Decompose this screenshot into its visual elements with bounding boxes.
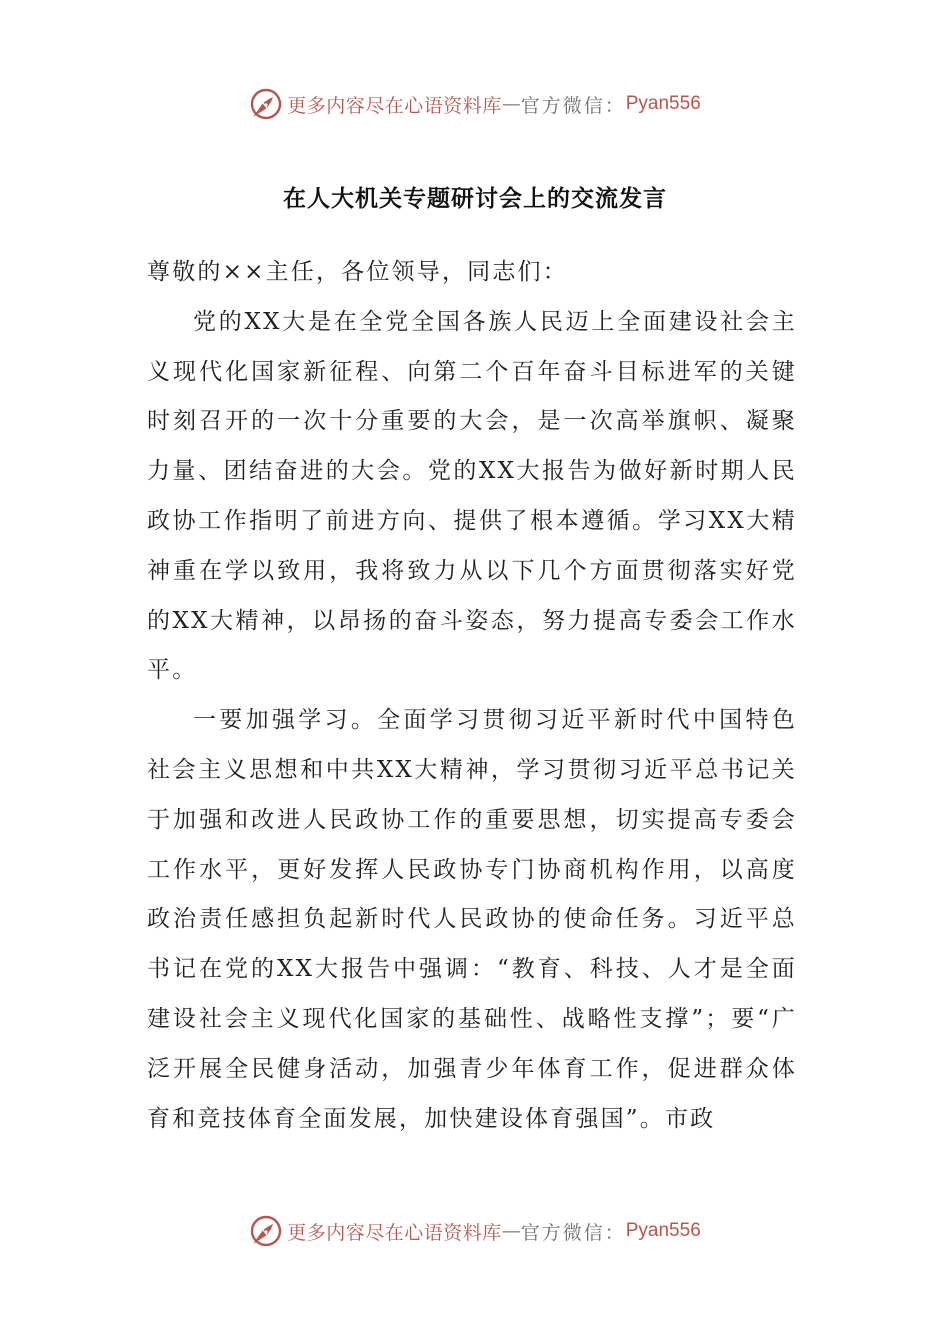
watermark-separator: — <box>501 1220 521 1242</box>
watermark-wechat-id: Pyan556 <box>625 93 701 114</box>
watermark-separator: — <box>501 93 521 115</box>
document-body <box>147 248 797 1144</box>
watermark-text: 更多内容尽在心语资料库 <box>287 1221 502 1244</box>
watermark-wechat-id: Pyan556 <box>625 1220 701 1241</box>
watermark-text: 更多内容尽在心语资料库 <box>287 94 502 117</box>
watermark-wechat-label: 官方微信： <box>520 94 626 117</box>
watermark-banner-top <box>0 84 950 124</box>
pen-nib-circle-icon <box>249 87 283 121</box>
document-title: 在人大机关专题研讨会上的交流发言 <box>283 186 667 212</box>
paragraph-1: 党的XX大是在全党全国各族人民迈上全面建设社会主义现代化国家新征程、向第二个百年奋斗目标进军的关键时刻召开的一次十分重要的大会，是一次高举旗帜、凝聚力量、团结奋进的大会。党的XX大报告为做好新时期人民政协工作指明了前进方向、提供了根本遵循。学习XX大精神重在学以致用，我将致力从以下几个方面贯彻落实好党的XX大精神，以昂扬的奋斗姿态，努力提高专委会工作水平。 <box>147 308 797 684</box>
paragraph-2: 一要加强学习。全面学习贯彻习近平新时代中国特色社会主义思想和中共XX大精神，学习贯彻习近平总书记关于加强和改进人民政协工作的重要思想，切实提高专委会工作水平，更好发挥人民政协专门协商机构作用，以高度政治责任感担负起新时代人民政协的使命任务。习近平总书记在党的XX大报告中强调：“教育、科技、人才是全面建设社会主义现代化国家的基础性、战略性支撑”；要“广泛开展全民健身活动，加强青少年体育工作，促进群众体育和竞技体育全面发展，加快建设体育强国”。市政 <box>147 707 797 1132</box>
pen-nib-circle-icon <box>249 1214 283 1248</box>
salutation: 尊敬的××主任，各位领导，同志们： <box>147 259 568 285</box>
watermark-wechat-label: 官方微信： <box>520 1221 626 1244</box>
watermark-banner-bottom <box>0 1211 950 1251</box>
